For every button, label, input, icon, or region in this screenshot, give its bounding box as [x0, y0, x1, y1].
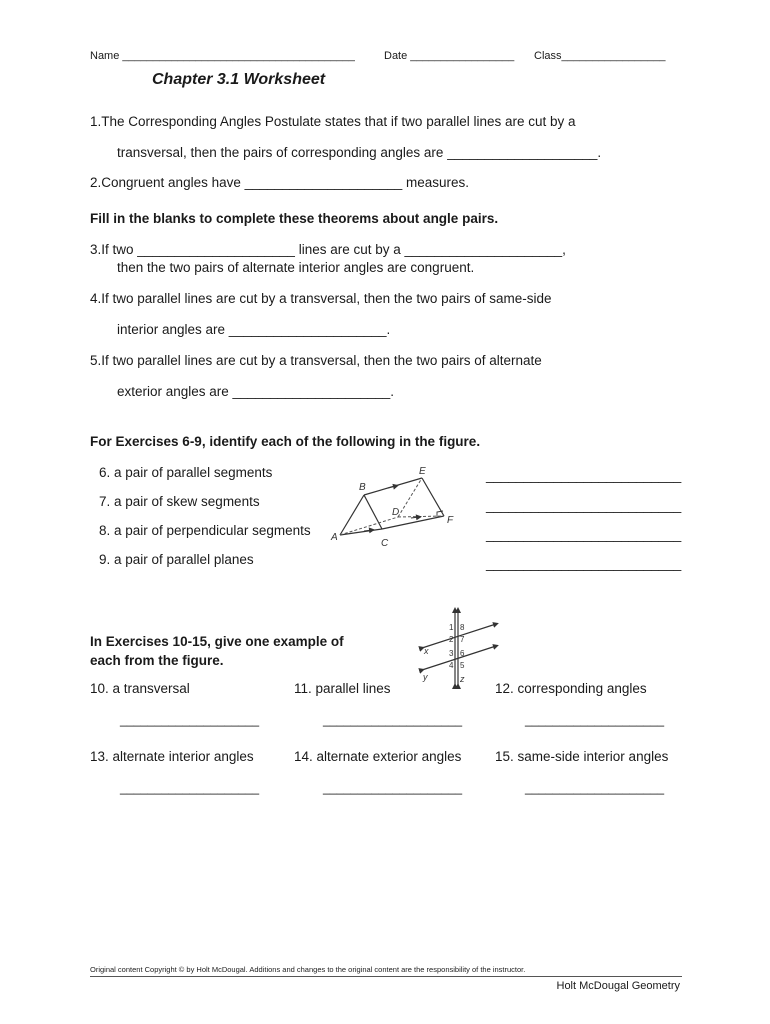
question-3-line-1: 3.If two _____________________ lines are cut by a _____________________, — [90, 242, 566, 257]
exercise-8: 8. a pair of perpendicular segments — [99, 523, 311, 538]
answer-blank-15[interactable]: ____________________ — [525, 781, 665, 795]
angle-label-6: 6 — [460, 649, 465, 658]
answer-blank-9[interactable]: __________________________ — [486, 556, 682, 571]
label-f: F — [447, 515, 454, 526]
question-1-line-2: transversal, then the pairs of corresponding angles are ____________________. — [117, 145, 602, 160]
question-2: 2.Congruent angles have _____________________ measures. — [90, 175, 470, 190]
edge-ac — [340, 529, 382, 535]
angle-label-7: 7 — [460, 635, 465, 644]
question-5-line-1: 5.If two parallel lines are cut by a transversal, then the two pairs of alternate — [90, 353, 542, 368]
exercise-6: 6. a pair of parallel segments — [99, 465, 273, 480]
label-c: C — [381, 538, 389, 549]
angle-label-8: 8 — [460, 623, 465, 632]
exercise-10: 10. a transversal — [90, 681, 190, 696]
exercise-12: 12. corresponding angles — [495, 681, 647, 696]
angle-label-4: 4 — [449, 661, 454, 670]
line-label-x: x — [424, 646, 429, 656]
name-field: Name ______________________________________ — [90, 50, 355, 62]
exercise-7: 7. a pair of skew segments — [99, 494, 260, 509]
exercise-11: 11. parallel lines — [294, 681, 391, 696]
angle-label-1: 1 — [449, 623, 454, 632]
line-label-z: z — [460, 674, 465, 684]
label-b: B — [359, 482, 366, 493]
answer-blank-14[interactable]: ____________________ — [323, 781, 463, 795]
edge-bc — [364, 495, 382, 529]
exercise-13: 13. alternate interior angles — [90, 749, 254, 764]
answer-blank-13[interactable]: ____________________ — [120, 781, 260, 795]
answer-blank-6[interactable]: __________________________ — [486, 468, 682, 483]
parallel-lines-figure — [418, 606, 506, 690]
question-4-line-2: interior angles are _____________________. — [117, 322, 391, 337]
label-e: E — [419, 466, 426, 477]
question-5-line-2: exterior angles are _____________________. — [117, 384, 394, 399]
answer-blank-7[interactable]: __________________________ — [486, 498, 682, 513]
line-x — [422, 624, 496, 648]
answer-blank-11[interactable]: ____________________ — [323, 713, 463, 727]
section-3-heading-line-2: each from the figure. — [90, 653, 224, 668]
section-1-heading: Fill in the blanks to complete these theorems about angle pairs. — [90, 211, 499, 226]
footer-divider — [90, 976, 682, 977]
question-3-line-2: then the two pairs of alternate interior angles are congruent. — [117, 260, 475, 275]
prism-figure — [326, 460, 466, 552]
class-field: Class_________________ — [534, 50, 666, 62]
question-4-line-1: 4.If two parallel lines are cut by a transversal, then the two pairs of same-side — [90, 291, 552, 306]
edge-ef — [422, 478, 444, 516]
page-title: Chapter 3.1 Worksheet — [152, 71, 326, 88]
angle-label-2: 2 — [449, 635, 454, 644]
label-d: D — [392, 507, 400, 518]
answer-blank-12[interactable]: ____________________ — [525, 713, 665, 727]
question-1-line-1: 1.The Corresponding Angles Postulate states that if two parallel lines are cut by a — [90, 114, 576, 129]
copyright-notice: Original content Copyright © by Holt McDougal. Additions and changes to the original content are the responsibility of the instructor. — [90, 965, 526, 974]
answer-blank-10[interactable]: ____________________ — [120, 713, 260, 727]
line-label-y: y — [423, 672, 428, 682]
section-2-heading: For Exercises 6-9, identify each of the following in the figure. — [90, 434, 481, 449]
answer-blank-8[interactable]: __________________________ — [486, 527, 682, 542]
angle-label-5: 5 — [460, 661, 465, 670]
publisher-footer: Holt McDougal Geometry — [556, 980, 680, 992]
line-z — [422, 646, 496, 670]
exercise-9: 9. a pair of parallel planes — [99, 552, 254, 567]
section-3-heading-line-1: In Exercises 10-15, give one example of — [90, 634, 344, 649]
date-field: Date _________________ — [384, 50, 515, 62]
exercise-15: 15. same-side interior angles — [495, 749, 669, 764]
angle-label-3: 3 — [449, 649, 454, 658]
exercise-14: 14. alternate exterior angles — [294, 749, 462, 764]
parallel-arrow — [411, 517, 419, 518]
label-a: A — [331, 532, 338, 543]
